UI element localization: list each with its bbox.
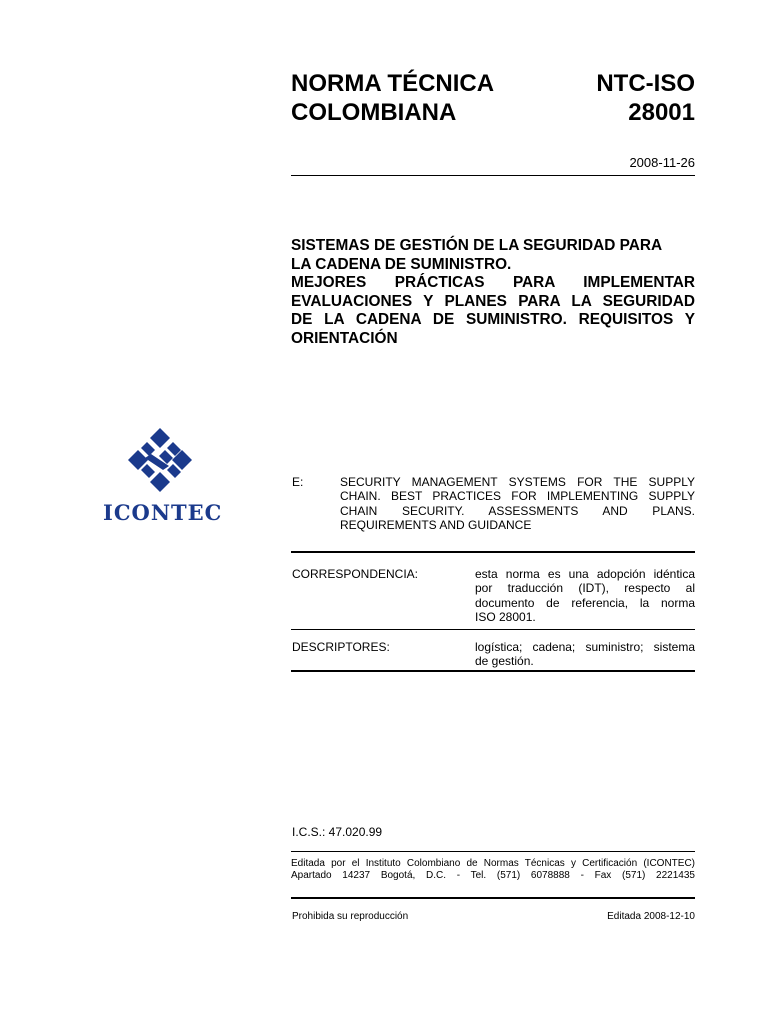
title-line-1: NORMA TÉCNICA: [291, 70, 495, 97]
correspondencia-line: por traducción (IDT), respecto al: [475, 581, 695, 596]
subject-line: SISTEMAS DE GESTIÓN DE LA SEGURIDAD PARA: [291, 237, 663, 254]
subject-line: ORIENTACIÓN: [291, 329, 398, 347]
header-divider: [291, 175, 695, 176]
ratification-date: 2008-11-26: [629, 155, 695, 170]
english-title-line: CHAIN SECURITY. ASSESSMENTS AND PLANS.: [340, 503, 695, 518]
english-label: E:: [292, 475, 304, 489]
english-title-line: SECURITY MANAGEMENT SYSTEMS FOR THE SUPPLY: [340, 475, 695, 489]
correspondencia-line: documento de referencia, la norma: [475, 595, 695, 610]
standard-code: [596, 69, 695, 127]
correspondencia-value: [475, 567, 695, 624]
editor-line: Editada por el Instituto Colombiano de Normas Técnicas y Certificación (ICONTEC): [291, 858, 695, 869]
metadata-middle-divider: [291, 629, 695, 630]
descriptores-label: DESCRIPTORES:: [292, 640, 390, 654]
standard-type-title: [291, 69, 494, 127]
english-title-line: REQUIREMENTS AND GUIDANCE: [340, 517, 532, 532]
editor-line: Apartado 14237 Bogotá, D.C. - Tel. (571) 6078888 - Fax (571) 2221435: [291, 869, 695, 881]
logo-wordmark: ICONTEC: [103, 500, 223, 525]
descriptores-line: de gestión.: [475, 654, 534, 669]
metadata-top-divider: [291, 551, 695, 553]
correspondencia-line: esta norma es una adopción idéntica: [475, 567, 695, 581]
ics-code: I.C.S.: 47.020.99: [292, 825, 383, 839]
correspondencia-line: ISO 28001.: [475, 609, 536, 624]
correspondencia-label: CORRESPONDENCIA:: [292, 567, 419, 581]
subject-line: LA CADENA DE SUMINISTRO.: [291, 255, 512, 273]
footer-divider: [291, 897, 695, 899]
code-line-1: NTC-ISO: [596, 70, 695, 97]
english-title-line: CHAIN. BEST PRACTICES FOR IMPLEMENTING SUPPLY: [340, 489, 695, 504]
edition-date: Editada 2008-12-10: [607, 911, 695, 922]
ics-divider: [291, 851, 695, 852]
subject-line: DE LA CADENA DE SUMINISTRO. REQUISITOS Y: [291, 311, 695, 328]
subject-line: MEJORES PRÁCTICAS PARA IMPLEMENTAR: [291, 274, 695, 291]
icontec-logo: [103, 428, 223, 528]
reproduction-notice: Prohibida su reproducción: [292, 911, 409, 922]
subject-line: EVALUACIONES Y PLANES PARA LA SEGURIDAD: [291, 292, 695, 310]
standard-subject: [291, 237, 695, 348]
title-line-2: COLOMBIANA: [291, 99, 457, 126]
icontec-n-diamond-icon: [103, 428, 218, 494]
descriptores-line: logística; cadena; suministro; sistema: [475, 640, 695, 654]
descriptores-value: [475, 640, 695, 669]
metadata-bottom-divider: [291, 670, 695, 672]
english-title: [340, 475, 695, 532]
editor-info: [291, 858, 695, 881]
code-line-2: 28001: [628, 99, 695, 126]
